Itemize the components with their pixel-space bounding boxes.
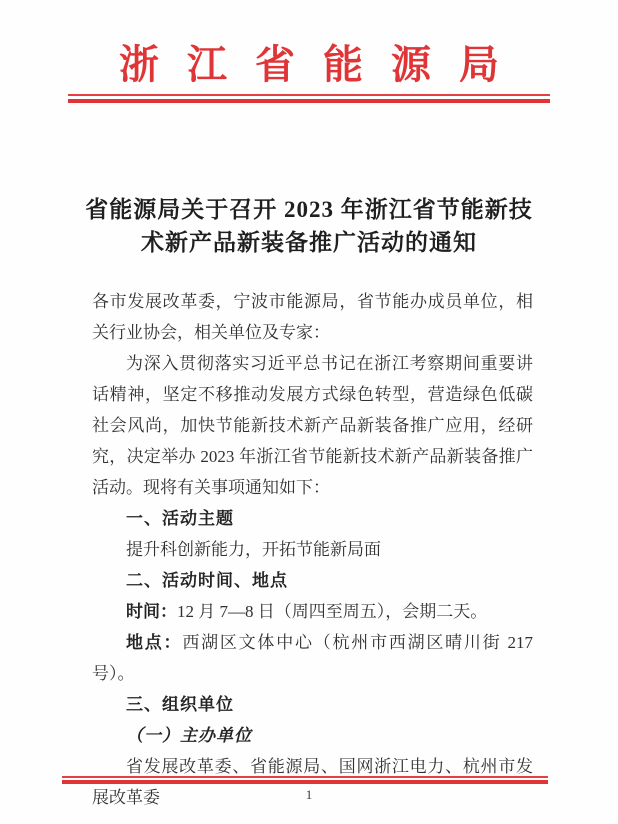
place-label: 地点： xyxy=(126,633,183,652)
document-body xyxy=(92,286,533,813)
place-value: 西湖区文体中心（杭州市西湖区晴川街 217 号）。 xyxy=(92,633,534,683)
time-label: 时间： xyxy=(126,602,177,621)
recipients-line: 各市发展改革委，宁波市能源局，省节能办成员单位，相关行业协会，相关单位及专家： xyxy=(92,292,533,342)
time-value: 12 月 7—8 日（周四至周五），会期二天。 xyxy=(177,602,488,621)
event-time-line xyxy=(92,596,533,627)
footer-divider xyxy=(62,776,548,784)
footer-divider-thick-line xyxy=(62,780,548,784)
letterhead-divider xyxy=(68,94,550,103)
document-title xyxy=(40,193,578,259)
agency-name: 浙江省能源局 xyxy=(119,42,527,87)
section1-heading: 一、活动主题 xyxy=(126,509,234,528)
section1-content: 提升科创新能力，开拓节能新局面 xyxy=(126,540,381,559)
letterhead xyxy=(0,0,618,103)
divider-thick-line xyxy=(68,99,550,103)
document-title-line-2: 术新产品新装备推广活动的通知 xyxy=(141,230,477,255)
intro-paragraph: 为深入贯彻落实习近平总书记在浙江考察期间重要讲话精神，坚定不移推动发展方式绿色转型，营造绿色低碳社会风尚，加快节能新技术新产品新装备推广应用，经研究，决定举办 2023 年浙江省节能新技术新产品新装备推广活动。现将有关事项通知如下： xyxy=(92,354,533,497)
document-title-line-1: 省能源局关于召开 2023 年浙江省节能新技 xyxy=(85,197,533,222)
section2-heading: 二、活动时间、地点 xyxy=(126,571,288,590)
event-place-line xyxy=(92,627,533,689)
page-number: 1 xyxy=(305,787,313,802)
section3-sub-heading: （一）主办单位 xyxy=(126,726,252,745)
section3-heading: 三、组织单位 xyxy=(126,695,234,714)
organizers-paragraph: 省发展改革委、省能源局、国网浙江电力、杭州市发展改革委 xyxy=(92,757,533,807)
